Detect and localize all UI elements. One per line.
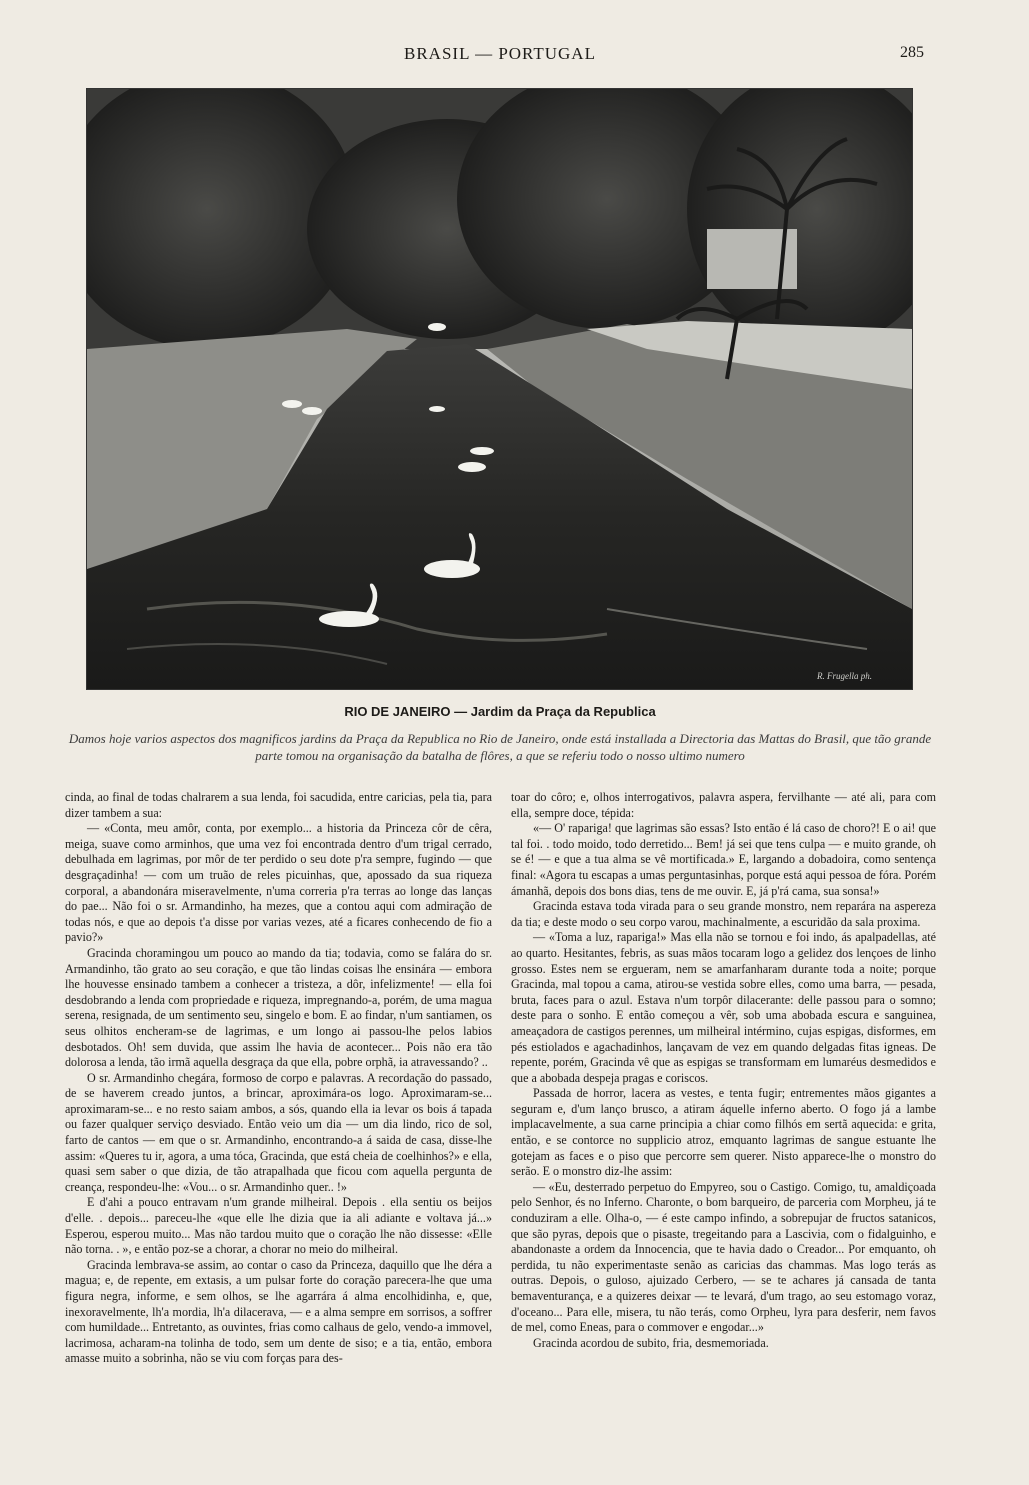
- right-text-column: [511, 790, 936, 1351]
- paragraph: Gracinda estava toda virada para o seu grande monstro, nem reparára na aspereza da tia; e deste modo o seu corpo varou, machinalmente, a escuridão da sala proxima.: [511, 899, 936, 929]
- paragraph: — «Eu, desterrado perpetuo do Empyreo, sou o Castigo. Comigo, tu, amaldiçoada pelo Senhor, és no Inferno. Charonte, o bom barqueiro, de parceria com Morpheu, já te conduziram a elle. Olha-o, — é este campo infindo, a sobrepujar de fructos satanicos, que são pyras, depois que o pisaste, tregeitando para a Lascivia, com o fidalguinho, e abandonaste a ordem da Innocencia, que te havia dado o Creador... Por emquanto, oh perdida, tu não experimentaste senão as caricias das chammas. Mas logo terás as outras. Depois, o guloso, ajuizado Cerbero, — se te achares já cansada de tanta bemaventurança, e a quizeres deixar — te levará, d'um trago, ao seu estomago voraz, d'oceano... Para elle, misera, tu não terás, como Orpheu, lyra para desferir, nem favos de mel, como Eneas, para o commover e engodar...»: [511, 1179, 936, 1335]
- caption-title: RIO DE JANEIRO — Jardim da Praça da Republica: [344, 704, 656, 719]
- photographer-signature: R. Frugella ph.: [817, 671, 872, 681]
- paragraph: Gracinda lembrava-se assim, ao contar o caso da Princeza, daquillo que lhe déra a magua; e, de repente, em extasis, a um pulsar forte do coração parecera-lhe que uma figura negra, informe, e sem olhos, se lhe agarrára á alma encolhidinha, e, que, inexoravelmente, lh'a mordia, lh'a dilacerava, — e a alma sempre em sorrisos, a soffrer com humildade... Entretanto, as ouvintes, frias como calhaus de gelo, vendo-a immovel, lacrimosa, acharam-na tolinha de todo, sem um dente de siso; e a tia, então, embora amasse muito a sobrinha, não se viu com forças para des-: [65, 1257, 492, 1366]
- paragraph: Passada de horror, lacera as vestes, e tenta fugir; entrementes mãos gigantes a seguram e, d'um lanço brusco, a atiram áquelle inferno aberto. O fogo já a lambe implacavelmente, a sua carne principia a chiar como filhós em sertã aquecida: e grita, então, e se contorce no supplicio atroz, emquanto lagrimas de sangue estuante lhe gotejam as faces e o piso que percorre sem querer. Nisto apparece-lhe o monstro do serão. E o monstro diz-lhe assim:: [511, 1086, 936, 1179]
- paragraph: «— O' rapariga! que lagrimas são essas? Isto então é lá caso de choro?! E o ai! que tal foi. . todo moido, todo derretido... Bem! já sei que tens culpa — e muito grande, oh se é! — e que a tua alma se vê mortificada.» E, largando a dobadoira, como sentença final: «Agora tu escapas a umas perguntasinhas, porque está aqui pessoa de fóra. Porém ámanhã, depois dos bons dias, tens de me ouvir. E, já p'rá cama, sua sonsa!»: [511, 821, 936, 898]
- caption-note: Damos hoje varios aspectos dos magnificos jardins da Praça da Republica no Rio de Janeiro, onde está installada a Directoria das Mattas do Brasil, que tão grande parte tomou na organisação da batalha de flôres, a que se referiu todo o nosso ultimo numero: [68, 731, 932, 763]
- garden-pond-photo: [86, 88, 913, 690]
- paragraph: Gracinda choramingou um pouco ao mando da tia; todavia, como se falára do sr. Armandinho, tão grato ao seu coração, e que tão lindas coisas lhe ensinára — embora lhe houvesse ensinado tambem a conhecer a tristeza, a dôr, infelizmente! — ella foi desdobrando a lenda com propriedade e riqueza, impregnando-a, porém, de uma magua serena, resignada, de um sentimento seu, singelo e bom. E ao findar, n'um santiamen, os seus olhitos encheram-se de lagrimas, e um longo ai passou-lhe pelos labios desbotados. Oh! sem duvida, que assim lhe havia de acontecer... Pois não era tão dolorosa a lenda, tão irmã aquella desgraça da que ella, pobre orphã, ia atravessando? ..: [65, 945, 492, 1070]
- page-header: [0, 44, 1029, 68]
- paragraph: toar do côro; e, olhos interrogativos, palavra aspera, fervilhante — até ali, para com ella, sempre doce, tépida:: [511, 790, 936, 820]
- paragraph: — «Toma a luz, rapariga!» Mas ella não se tornou e foi indo, ás apalpadellas, até ao quarto. Hesitantes, febris, as suas mãos tocaram logo a gelidez dos lençoes de linho grosso. Estes nem se ergueram, nem se amarfanharam durante toda a noite; porque Gracinda, mal topou a cama, atirou-se vestida sobre elles, como uma barra, — pesada, bruta, faces para o azul. Estava n'um torpôr dilacerante: delle passou para o somno; deste para o sonho. E então começou a vêr, sob uma abobada escura e sanguinea, ameaçadora de castigos perennes, um milheiral intérmino, cujas espigas, disformes, em pés estiolados e agachadinhos, lançavam de vez em quando delgadas fitas igneas. De repente, porém, Gracinda vê que as espigas se transformam em lumaréus desmedidos e que a abobada despeja pragas e coriscos.: [511, 930, 936, 1085]
- page-number: 285: [900, 44, 924, 61]
- running-title: BRASIL — PORTUGAL: [404, 44, 596, 63]
- paragraph: cinda, ao final de todas chalrarem a sua lenda, foi sacudida, entre caricias, pela tia, para dizer tambem a sua:: [65, 790, 492, 820]
- garden-pond-with-swans-icon: [87, 89, 912, 689]
- paragraph: O sr. Armandinho chegára, formoso de corpo e palavras. A recordação do passado, de se haverem creado juntos, a brincar, aproximára-os logo. Aproximaram-se... aproximaram-se... e no resto saiam ambos, a sós, quando ella ia levar os bois á tapada ou fazer qualquer serviço desviado. Então veio um dia — um dia lindo, rico de sol, farto de cantos — em que o sr. Armandinho, encontrando-a á saida de casa, disse-lhe assim: «Queres tu ir, agora, a uma tóca, Gracinda, que está cheia de coelhinhos?» e ella, quasi sem saber o que dizia, de tão atrapalhada que ficou com aquella pergunta de creança, respondeu-lhe: «Vou... o sr. Armandinho quer.. !»: [65, 1070, 492, 1194]
- left-text-column: [65, 790, 492, 1367]
- paragraph: E d'ahi a pouco entravam n'um grande milheiral. Depois . ella sentiu os beijos d'elle. . depois... pareceu-lhe «que elle lhe dizia que ia ali adiante e voltava já...» Esperou, esperou muito... Mas não tardou muito que o coração lhe não dissesse: «Elle não torna. . », e então poz-se a chorar, a chorar no meio do milheiral.: [65, 1195, 492, 1257]
- paragraph: Gracinda acordou de subito, fria, desmemoriada.: [533, 1335, 769, 1350]
- paragraph: — «Conta, meu amôr, conta, por exemplo... a historia da Princeza côr de cêra, meiga, suave como arminhos, que uma vez foi encontrada dentro d'um trigal cerrado, debulhada em lagrimas, por môr de ter perdido o seu dote p'ra sempre, fugindo — que desgraçadinha! — com um truão de reles picuinhas, que, apossado da sua riqueza corporal, a abandonára miseravelmente, n'uma correria p'ra terras ao longe das lanças do pae... Não foi o sr. Armandinho, ha mezes, que a contou aqui com admiração de todas nós, e que ao depois t'a disse por varias vezes, até a ficares conhecendo de fio a pavio?»: [65, 821, 492, 945]
